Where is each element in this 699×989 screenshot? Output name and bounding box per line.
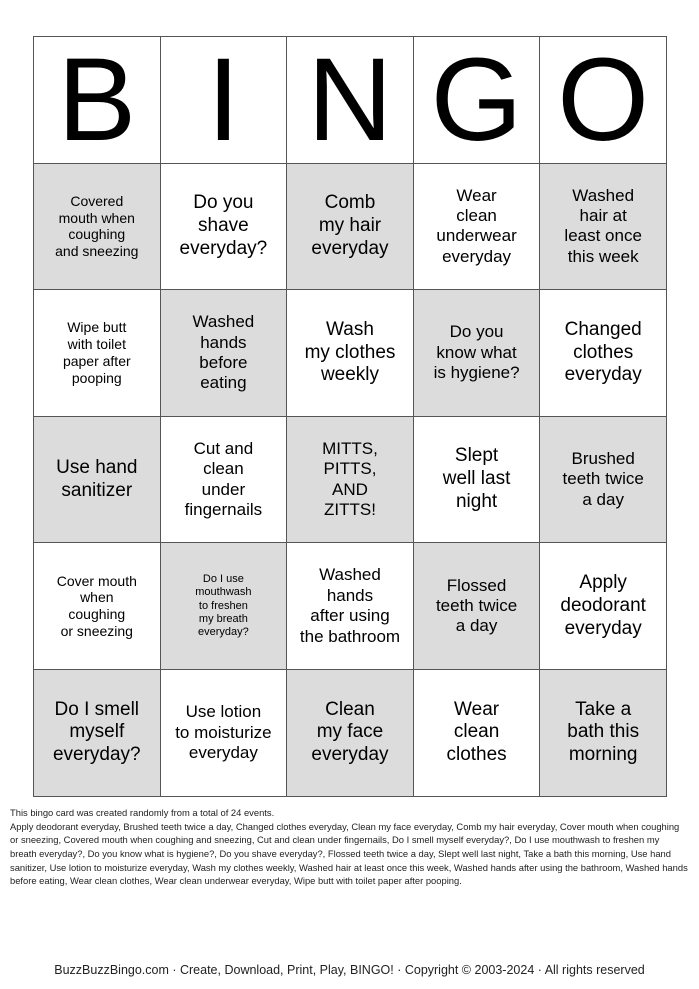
- bingo-cell-text: Take a bath this morning: [567, 698, 640, 766]
- bingo-cell: [414, 417, 541, 544]
- bingo-cell-text: Changed clothes everyday: [564, 318, 642, 386]
- header-letter-g: G: [414, 37, 541, 164]
- bingo-cell-text: Use hand sanitizer: [56, 456, 138, 501]
- bingo-cell-text: Comb my hair everyday: [311, 192, 389, 259]
- event-list: Apply deodorant everyday, Brushed teeth twice a day, Changed clothes everyday, Clean my face everyday, Comb my hair everyday, Cover mouth when coughing or sneezing, Covered mouth when coughing and sneezing, Cut and clean under fingernails, Do I smell myself everyday?, Do I use mouthwash to freshen my breath everyday?, Do you know what is hygiene?, Do you shave everyday?, Flossed teeth twice a day, Slept well last night, Take a bath this morning, Use hand sanitizer, Use lotion to moisturize everyday, Wash my clothes weekly, Washed hair at least once this week, Washed hands after using the bathroom, Washed hands before eating, Wear clean clothes, Wear clean underwear everyday, Wipe butt with toilet paper after pooping.: [10, 820, 688, 887]
- bingo-cell: [540, 543, 667, 670]
- bingo-cell: [34, 670, 161, 797]
- bingo-cell-text: Clean my face everyday: [311, 698, 389, 766]
- bingo-cell-text: Do you shave everyday?: [179, 192, 268, 259]
- bingo-cell: [414, 543, 541, 670]
- bingo-cell: [414, 670, 541, 797]
- bingo-cell-text: Slept well last night: [442, 445, 511, 512]
- bingo-cell-text: Wipe butt with toilet paper after pooping: [62, 319, 131, 386]
- header-letter-n: N: [287, 37, 414, 164]
- bingo-cell-text: Flossed teeth twice a day: [435, 575, 518, 636]
- header-letter-b: B: [34, 37, 161, 164]
- bingo-cell: [540, 290, 667, 417]
- bingo-cell-text: Apply deodorant everyday: [560, 571, 646, 639]
- bingo-cell: [161, 417, 288, 544]
- bingo-cell: [540, 164, 667, 291]
- bingo-cell: [161, 670, 288, 797]
- bingo-cell-text: Washed hands after using the bathroom: [299, 565, 401, 646]
- bingo-cell-text: MITTS, PITTS, AND ZITTS!: [322, 438, 378, 519]
- bingo-cell: [161, 164, 288, 291]
- bingo-cell: [414, 290, 541, 417]
- bingo-cell-text: Do I use mouthwash to freshen my breath everyday?: [195, 573, 252, 638]
- bingo-cell-text: Washed hair at least once this week: [564, 185, 642, 266]
- header-letter-i: I: [161, 37, 288, 164]
- bingo-cell-text: Cover mouth when coughing or sneezing: [56, 572, 137, 639]
- bingo-cell: [34, 417, 161, 544]
- bingo-cell: [287, 670, 414, 797]
- bingo-cell: [34, 164, 161, 291]
- bingo-cell-text: Washed hands before eating: [192, 312, 255, 393]
- bingo-cell: [161, 290, 288, 417]
- bingo-cell: [414, 164, 541, 291]
- bingo-cell: [287, 543, 414, 670]
- bingo-cell: [287, 417, 414, 544]
- bingo-cell-text: Wear clean clothes: [446, 698, 507, 766]
- bingo-card: [33, 36, 667, 797]
- card-summary: This bingo card was created randomly from a total of 24 events.: [10, 807, 275, 818]
- bingo-cell: [287, 164, 414, 291]
- bingo-cell: [540, 417, 667, 544]
- bingo-cell-text: Do I smell myself everyday?: [52, 698, 141, 766]
- bingo-cell-text: Covered mouth when coughing and sneezing: [55, 192, 139, 260]
- bingo-cell-text: Do you know what is hygiene?: [433, 322, 520, 383]
- bingo-cell-text: Wash my clothes weekly: [304, 318, 396, 386]
- bingo-cell: [161, 543, 288, 670]
- bingo-cell-text: Brushed teeth twice a day: [562, 448, 644, 509]
- bingo-cell: [34, 290, 161, 417]
- bingo-cell: [540, 670, 667, 797]
- header-letter-o: O: [540, 37, 667, 164]
- card-notes: [10, 806, 688, 888]
- bingo-cell: [287, 290, 414, 417]
- bingo-cell: [34, 543, 161, 670]
- bingo-cell-text: Use lotion to moisturize everyday: [175, 702, 272, 762]
- copyright-line: BuzzBuzzBingo.com · Create, Download, Print, Play, BINGO! · Copyright © 2003-2024 · All rights reserved: [54, 963, 645, 977]
- bingo-cell-text: Cut and clean under fingernails: [184, 438, 263, 519]
- bingo-cell-text: Wear clean underwear everyday: [436, 185, 517, 266]
